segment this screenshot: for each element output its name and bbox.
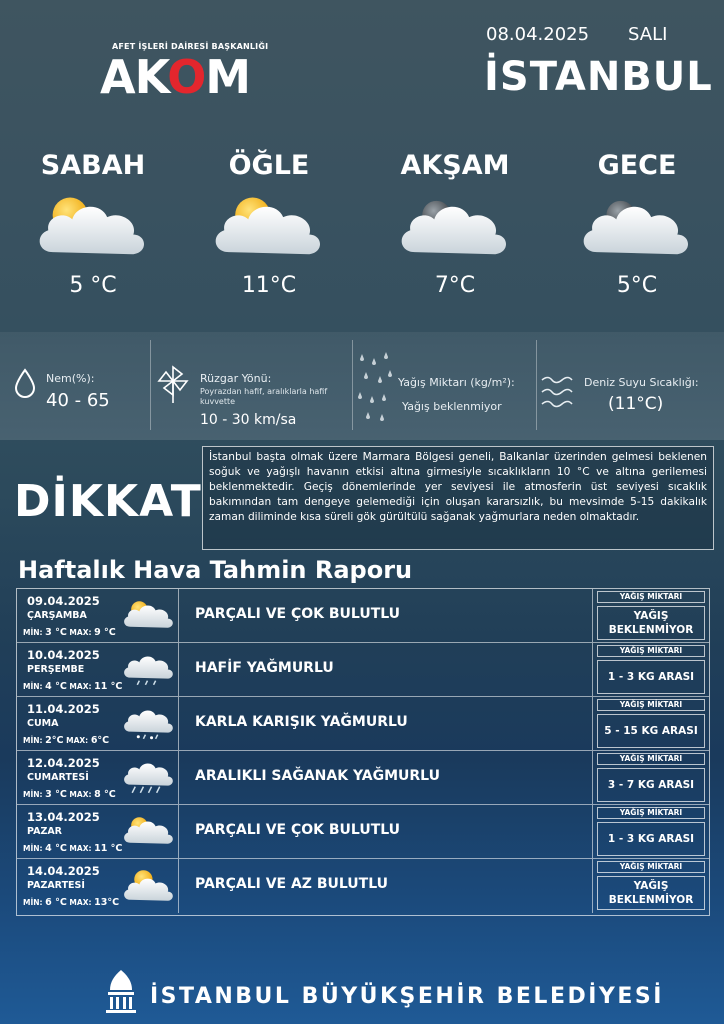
moon-cloud-icon bbox=[395, 191, 515, 263]
period-temp: 5 °C bbox=[69, 273, 117, 298]
row-date: 10.04.2025 bbox=[27, 648, 100, 662]
row-date: 12.04.2025 bbox=[27, 756, 100, 770]
rain-amount: 3 - 7 KG ARASI bbox=[597, 768, 705, 802]
report-day: SALI bbox=[628, 24, 668, 45]
period-aksam bbox=[380, 150, 530, 298]
rain-amount: YAĞIŞ BEKLENMİYOR bbox=[597, 876, 705, 910]
rain-cloud-icon bbox=[121, 649, 177, 689]
rain-amount: YAĞIŞ BEKLENMİYOR bbox=[597, 606, 705, 640]
row-condition: PARÇALI VE ÇOK BULUTLU bbox=[195, 822, 401, 838]
period-gece bbox=[562, 150, 712, 298]
footer-title: İSTANBUL BÜYÜKŞEHİR BELEDİYESİ bbox=[150, 984, 664, 1009]
row-min-max: MİN: 2°C MAX: 6°C bbox=[23, 735, 110, 746]
row-min-max: MİN: 3 °C MAX: 9 °C bbox=[23, 627, 116, 638]
rain-label: Yağış Miktarı (kg/m²): bbox=[398, 376, 515, 389]
rain-header: YAĞIŞ MİKTARI bbox=[597, 807, 705, 819]
table-row bbox=[17, 805, 709, 859]
row-date: 14.04.2025 bbox=[27, 864, 100, 878]
row-min-max: MİN: 3 °C MAX: 8 °C bbox=[23, 789, 116, 800]
row-condition: PARÇALI VE AZ BULUTLU bbox=[195, 876, 389, 892]
rain-drops-icon bbox=[356, 348, 396, 426]
warning-title: DİKKAT bbox=[14, 476, 202, 527]
stats-band bbox=[0, 332, 724, 440]
period-ogle bbox=[194, 150, 344, 298]
waves-icon bbox=[540, 372, 574, 412]
period-name: SABAH bbox=[40, 150, 146, 181]
rain-amount: 1 - 3 KG ARASI bbox=[597, 660, 705, 694]
humidity-label: Nem(%): bbox=[46, 372, 95, 385]
row-min-max: MİN: 6 °C MAX: 13°C bbox=[23, 897, 120, 908]
sun-cloud-icon bbox=[121, 865, 177, 905]
rain-header: YAĞIŞ MİKTARI bbox=[597, 753, 705, 765]
period-name: AKŞAM bbox=[400, 150, 510, 181]
row-date: 11.04.2025 bbox=[27, 702, 100, 716]
table-row bbox=[17, 859, 709, 913]
rain-header: YAĞIŞ MİKTARI bbox=[597, 591, 705, 603]
row-day: PAZAR bbox=[27, 826, 62, 837]
period-temp: 11°C bbox=[241, 273, 297, 298]
akom-subtitle: AFET İŞLERİ DAİRESİ BAŞKANLIĞI bbox=[112, 42, 269, 51]
row-condition: KARLA KARIŞIK YAĞMURLU bbox=[195, 714, 408, 730]
period-temp: 7°C bbox=[434, 273, 476, 298]
row-day: PERŞEMBE bbox=[27, 664, 85, 675]
weekly-title: Haftalık Hava Tahmin Raporu bbox=[18, 556, 413, 584]
wind-value: 10 - 30 km/sa bbox=[200, 412, 297, 428]
period-name: ÖĞLE bbox=[228, 150, 310, 181]
humidity-value: 40 - 65 bbox=[46, 390, 110, 411]
sea-temp-label: Deniz Suyu Sıcaklığı: bbox=[584, 376, 699, 389]
rain-amount: 5 - 15 KG ARASI bbox=[597, 714, 705, 748]
table-row bbox=[17, 643, 709, 697]
rain-header: YAĞIŞ MİKTARI bbox=[597, 645, 705, 657]
sun-cloud-icon bbox=[121, 811, 177, 851]
rain-amount: 1 - 3 KG ARASI bbox=[597, 822, 705, 856]
shower-cloud-icon bbox=[121, 757, 177, 797]
moon-cloud-icon bbox=[577, 191, 697, 263]
ibb-logo-icon bbox=[104, 968, 138, 1014]
row-day: PAZARTESİ bbox=[27, 880, 85, 891]
akom-logo: AKOM bbox=[100, 50, 251, 104]
period-name: GECE bbox=[597, 150, 677, 181]
row-min-max: MİN: 4 °C MAX: 11 °C bbox=[23, 681, 123, 692]
row-condition: PARÇALI VE ÇOK BULUTLU bbox=[195, 606, 401, 622]
wind-description: Poyrazdan hafif, aralıklarla hafif kuvvette bbox=[200, 387, 328, 406]
period-sabah bbox=[18, 150, 168, 298]
row-day: ÇARŞAMBA bbox=[27, 610, 87, 621]
sleet-cloud-icon bbox=[121, 703, 177, 743]
row-date: 09.04.2025 bbox=[27, 594, 100, 608]
wind-label: Rüzgar Yönü: bbox=[200, 372, 272, 385]
table-row bbox=[17, 589, 709, 643]
rain-value: Yağış beklenmiyor bbox=[402, 400, 502, 413]
sun-cloud-icon bbox=[121, 595, 177, 635]
droplet-icon bbox=[14, 368, 36, 398]
row-day: CUMA bbox=[27, 718, 59, 729]
city-title: İSTANBUL bbox=[484, 54, 713, 100]
sun-cloud-icon bbox=[33, 191, 153, 263]
row-day: CUMARTESİ bbox=[27, 772, 89, 783]
rain-header: YAĞIŞ MİKTARI bbox=[597, 699, 705, 711]
row-date: 13.04.2025 bbox=[27, 810, 100, 824]
row-condition: ARALIKLI SAĞANAK YAĞMURLU bbox=[195, 768, 440, 784]
row-condition: HAFİF YAĞMURLU bbox=[195, 660, 334, 676]
period-temp: 5°C bbox=[616, 273, 658, 298]
table-row bbox=[17, 751, 709, 805]
sun-cloud-icon bbox=[209, 191, 329, 263]
rain-header: YAĞIŞ MİKTARI bbox=[597, 861, 705, 873]
table-row bbox=[17, 697, 709, 751]
sea-temp-value: (11°C) bbox=[608, 394, 664, 414]
weekly-table bbox=[16, 588, 710, 916]
row-min-max: MİN: 4 °C MAX: 11 °C bbox=[23, 843, 123, 854]
report-date: 08.04.2025 bbox=[486, 24, 590, 45]
pinwheel-icon bbox=[156, 364, 190, 404]
warning-notice: İstanbul başta olmak üzere Marmara Bölgesi geneli, Balkanlar üzerinden gelmesi beklenen soğuk ve yağışlı havanın etkisi altına girmesiyle sıcaklıkların 10 °C ve altına gerilemesi beklenmektedir. Geçiş dönemlerinde yer seviyesi ile atmosferin üst seviyesi sıcaklık bakımından tam dengeye gelemediği için oluşan kararsızlık, bu mevsimde 5-15 dakikalık zaman diliminde kısa süreli gök gürültülü sağanak yağmurlara neden olmaktadır. bbox=[202, 446, 714, 550]
